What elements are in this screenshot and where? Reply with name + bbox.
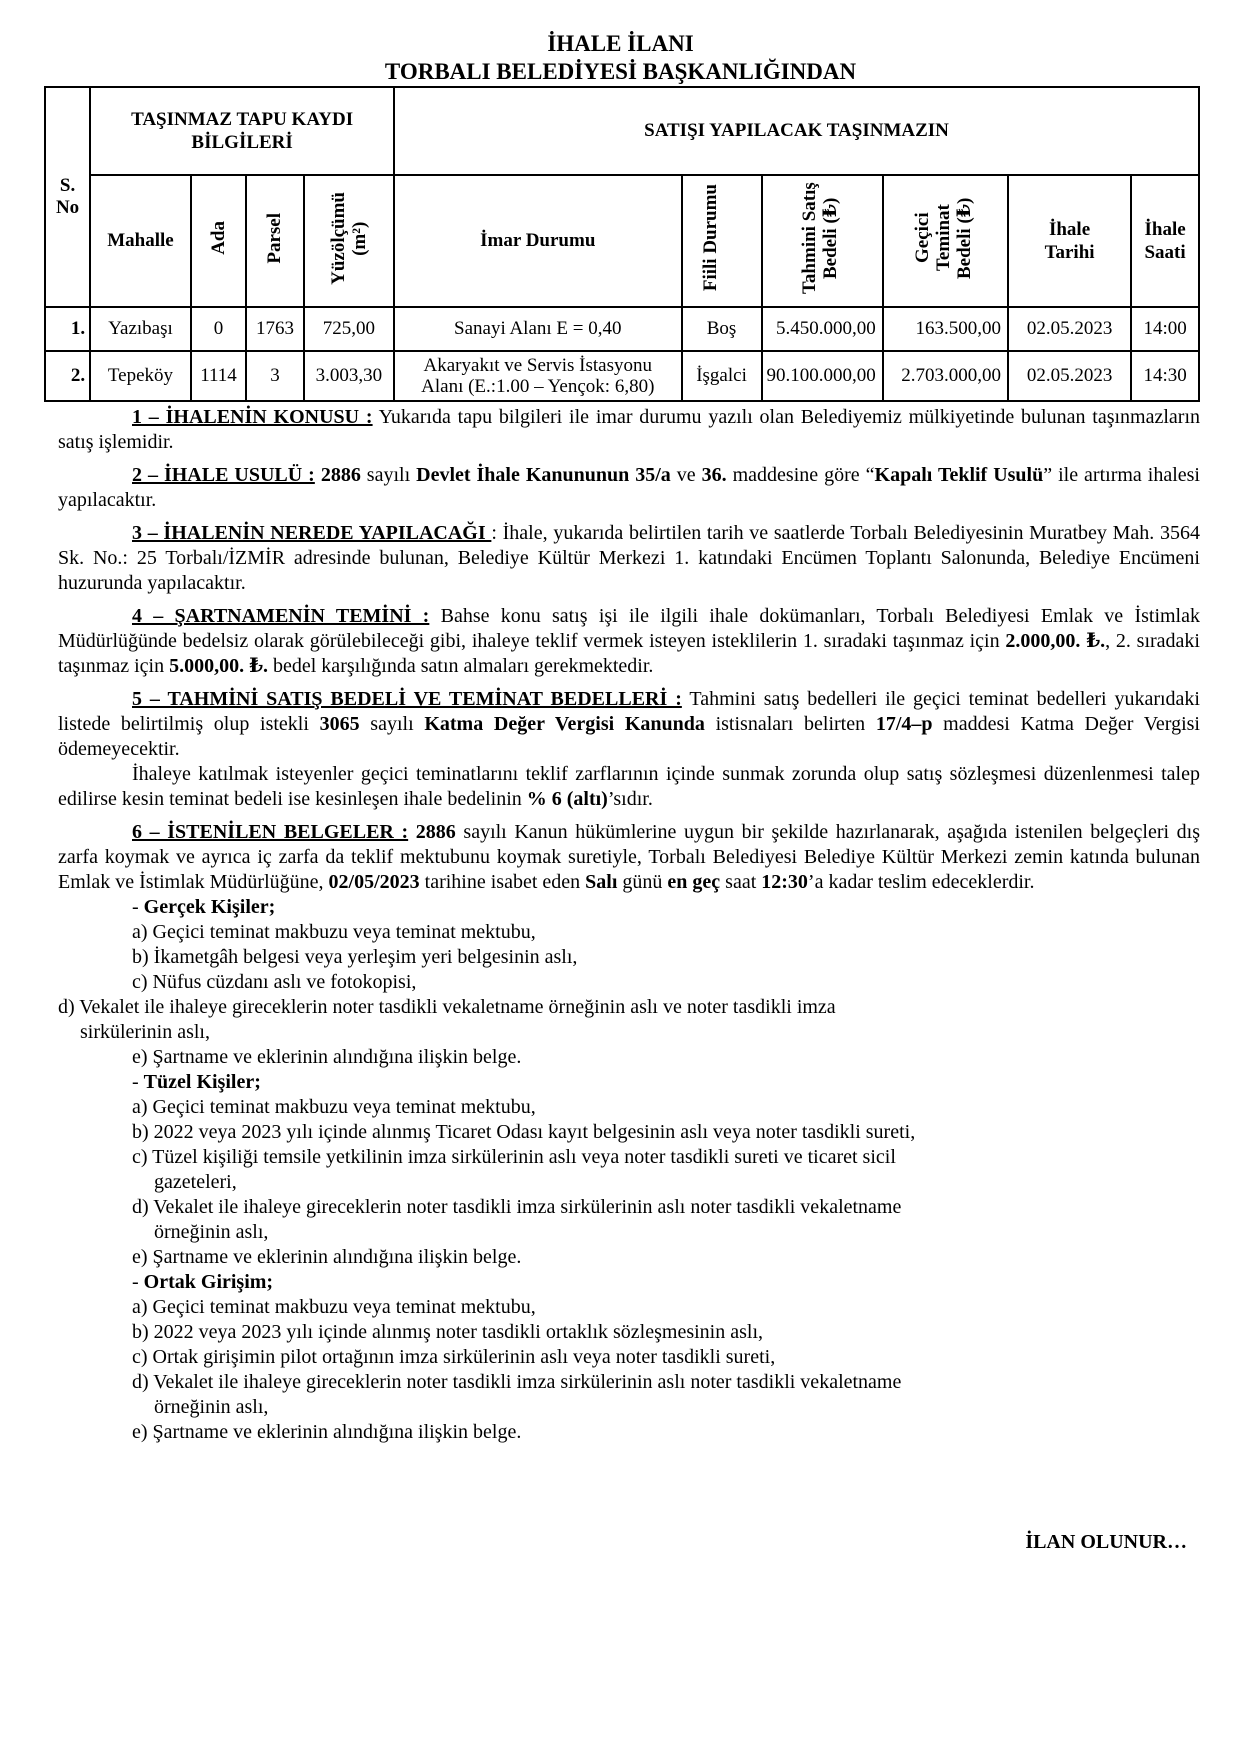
col-yuzolcumu-header: Yüzölçümü (m²)	[304, 175, 394, 307]
col-imar-header: İmar Durumu	[394, 175, 681, 307]
list-item-continuation: örneğinin aslı,	[154, 1221, 269, 1243]
col-mahalle-header: Mahalle	[90, 175, 191, 307]
row-gecici: 2.703.000,00	[883, 351, 1008, 401]
list-item-continuation: örneğinin aslı,	[154, 1396, 269, 1418]
section-bedeller: 5 – TAHMİNİ SATIŞ BEDELİ VE TEMİNAT BEDELLERİ : Tahmini satış bedelleri ile geçici teminat bedelleri yukarıdaki listede belirtilmiş olup istekli 3065 sayılı Katma Değer Vergisi Kanunda istisnaları belirten 17/4–p maddesi Katma Değer Vergisi ödemeyecektir.	[58, 688, 1200, 760]
table-row	[45, 307, 1199, 351]
col-gecici-header: Geçici Teminat Bedeli (₺)	[883, 175, 1008, 307]
list-item: a) Geçici teminat makbuzu veya teminat mektubu,	[132, 1096, 536, 1118]
issuer-title: TORBALI BELEDİYESİ BAŞKANLIĞINDAN	[384, 59, 857, 84]
list-item: d) Vekalet ile ihaleye gireceklerin noter tasdikli vekaletname örneğinin aslı ve noter tasdikli imza	[58, 996, 836, 1018]
list-item: c) Ortak girişimin pilot ortağının imza sirkülerinin aslı veya noter tasdikli sureti,	[132, 1346, 776, 1368]
closing-text: İLAN OLUNUR…	[1025, 1531, 1187, 1553]
row-imar: Sanayi Alanı E = 0,40	[394, 307, 681, 351]
col-sno-header: S. No	[45, 87, 90, 307]
row-tahmini: 5.450.000,00	[762, 307, 883, 351]
col-tahmini-header: Tahmini Satış Bedeli (₺)	[762, 175, 883, 307]
list-item: b) 2022 veya 2023 yılı içinde alınmış Ticaret Odası kayıt belgesinin aslı veya noter tasdikli sureti,	[132, 1121, 916, 1143]
table-row	[45, 351, 1199, 401]
list-item: e) Şartname ve eklerinin alındığına ilişkin belge.	[132, 1421, 522, 1443]
section-usul: 2 – İHALE USULÜ : 2886 sayılı Devlet İhale Kanununun 35/a ve 36. maddesine göre “Kapalı Teklif Usulü” ile artırma ihalesi yapılacaktır.	[58, 464, 1200, 511]
section-belgeler: 6 – İSTENİLEN BELGELER : 2886 sayılı Kanun hükümlerine uygun bir şekilde hazırlanarak, aşağıda istenilen belgeçleri dış zarfa koymak ve ayrıca iç zarfa da teklif mektubunu koymak suretiyle, Torbalı Belediyesi Belediye Kültür Merkezi zemin katında bulunan Emlak ve İstimlak Müdürlüğüne, 02/05/2023 tarihine isabet eden Salı günü en geç saat 12:30’a kadar teslim edeceklerdir.	[58, 821, 1200, 893]
row-saat: 14:30	[1131, 351, 1199, 401]
list-gercek-kisiler	[58, 895, 1200, 1070]
table-group-header-row	[45, 87, 1199, 175]
col-parsel-header: Parsel	[246, 175, 303, 307]
document-title: İHALE İLANI	[547, 31, 694, 56]
property-table	[44, 86, 1200, 402]
row-parsel: 1763	[246, 307, 303, 351]
list-item: c) Nüfus cüzdanı aslı ve fotokopisi,	[132, 971, 417, 993]
section-yer: 3 – İHALENİN NEREDE YAPILACAĞI : İhale, yukarıda belirtilen tarih ve saatlerde Torbalı Belediyesinin Muratbey Mah. 3564 Sk. No.: 25 Torbalı/İZMİR adresinde bulunan, Belediye Kültür Merkezi 1. katındaki Encümen Toplantı Salonunda, Belediye Encümeni huzurunda yapılacaktır.	[58, 522, 1200, 594]
list-ortak-girisim	[58, 1270, 1200, 1445]
row-yuzolcumu: 725,00	[304, 307, 394, 351]
list-item: e) Şartname ve eklerinin alındığına ilişkin belge.	[132, 1046, 522, 1068]
col-saat-header: İhale Saati	[1131, 175, 1199, 307]
row-tahmini: 90.100.000,00	[762, 351, 883, 401]
list-heading: - Tüzel Kişiler;	[132, 1071, 261, 1093]
row-saat: 14:00	[1131, 307, 1199, 351]
list-heading: - Ortak Girişim;	[132, 1271, 274, 1293]
list-item: a) Geçici teminat makbuzu veya teminat mektubu,	[132, 921, 536, 943]
section-konusu: 1 – İHALENİN KONUSU : Yukarıda tapu bilgileri ile imar durumu yazılı olan Belediyemiz mülkiyetinde bulunan taşınmazların satış işlemidir.	[58, 406, 1200, 453]
row-fiili: Boş	[682, 307, 762, 351]
row-no: 2.	[45, 351, 90, 401]
row-ada: 1114	[191, 351, 246, 401]
list-item: d) Vekalet ile ihaleye gireceklerin noter tasdikli imza sirkülerinin aslı noter tasdikli vekaletname	[132, 1196, 902, 1218]
list-item: b) İkametgâh belgesi veya yerleşim yeri belgesinin aslı,	[132, 946, 578, 968]
col-ada-header: Ada	[191, 175, 246, 307]
row-imar: Akaryakıt ve Servis İstasyonu Alanı (E.:1.00 – Yençok: 6,80)	[394, 351, 681, 401]
list-item: e) Şartname ve eklerinin alındığına ilişkin belge.	[132, 1246, 522, 1268]
list-item-continuation: sirkülerinin aslı,	[80, 1021, 210, 1043]
section-bedeller-p2: İhaleye katılmak isteyenler geçici teminatlarını teklif zarflarının içinde sunmak zorunda olup satış sözleşmesi düzenlenmesi talep edilirse kesin teminat bedeli ise kesinleşen ihale bedelinin % 6 (altı)’sıdır.	[58, 763, 1200, 810]
list-item: a) Geçici teminat makbuzu veya teminat mektubu,	[132, 1296, 536, 1318]
row-gecici: 163.500,00	[883, 307, 1008, 351]
list-item: b) 2022 veya 2023 yılı içinde alınmış noter tasdikli ortaklık sözleşmesinin aslı,	[132, 1321, 764, 1343]
list-tuzel-kisiler	[58, 1070, 1200, 1270]
row-mahalle: Yazıbaşı	[90, 307, 191, 351]
row-yuzolcumu: 3.003,30	[304, 351, 394, 401]
list-item-continuation: gazeteleri,	[154, 1171, 237, 1193]
row-mahalle: Tepeköy	[90, 351, 191, 401]
table-column-header-row	[45, 175, 1199, 307]
col-tarih-header: İhale Tarihi	[1008, 175, 1131, 307]
list-item: d) Vekalet ile ihaleye gireceklerin noter tasdikli imza sirkülerinin aslı noter tasdikli vekaletname	[132, 1371, 902, 1393]
list-heading: - Gerçek Kişiler;	[132, 896, 276, 918]
row-tarih: 02.05.2023	[1008, 307, 1131, 351]
group-satis-header: SATIŞI YAPILACAK TAŞINMAZIN	[394, 87, 1199, 175]
col-fiili-header: Fiili Durumu	[682, 175, 762, 307]
section-sartname: 4 – ŞARTNAMENİN TEMİNİ : Bahse konu satış işi ile ilgili ihale dokümanları, Torbalı Belediyesi Emlak ve İstimlak Müdürlüğünde bedelsiz olarak görülebileceği gibi, ihaleye teklif vermek isteyen isteklilerin 1. sıradaki taşınmaz için 2.000,00. ₺., 2. sıradaki taşınmaz için 5.000,00. ₺. bedel karşılığında satın almaları gerekmektedir.	[58, 605, 1200, 677]
body-text	[58, 405, 1200, 1445]
row-fiili: İşgalci	[682, 351, 762, 401]
row-ada: 0	[191, 307, 246, 351]
group-tapu-header: TAŞINMAZ TAPU KAYDI BİLGİLERİ	[90, 87, 394, 175]
row-tarih: 02.05.2023	[1008, 351, 1131, 401]
row-parsel: 3	[246, 351, 303, 401]
row-no: 1.	[45, 307, 90, 351]
list-item: c) Tüzel kişiliği temsile yetkilinin imza sirkülerinin aslı veya noter tasdikli sureti ve ticaret sicil	[132, 1146, 896, 1168]
